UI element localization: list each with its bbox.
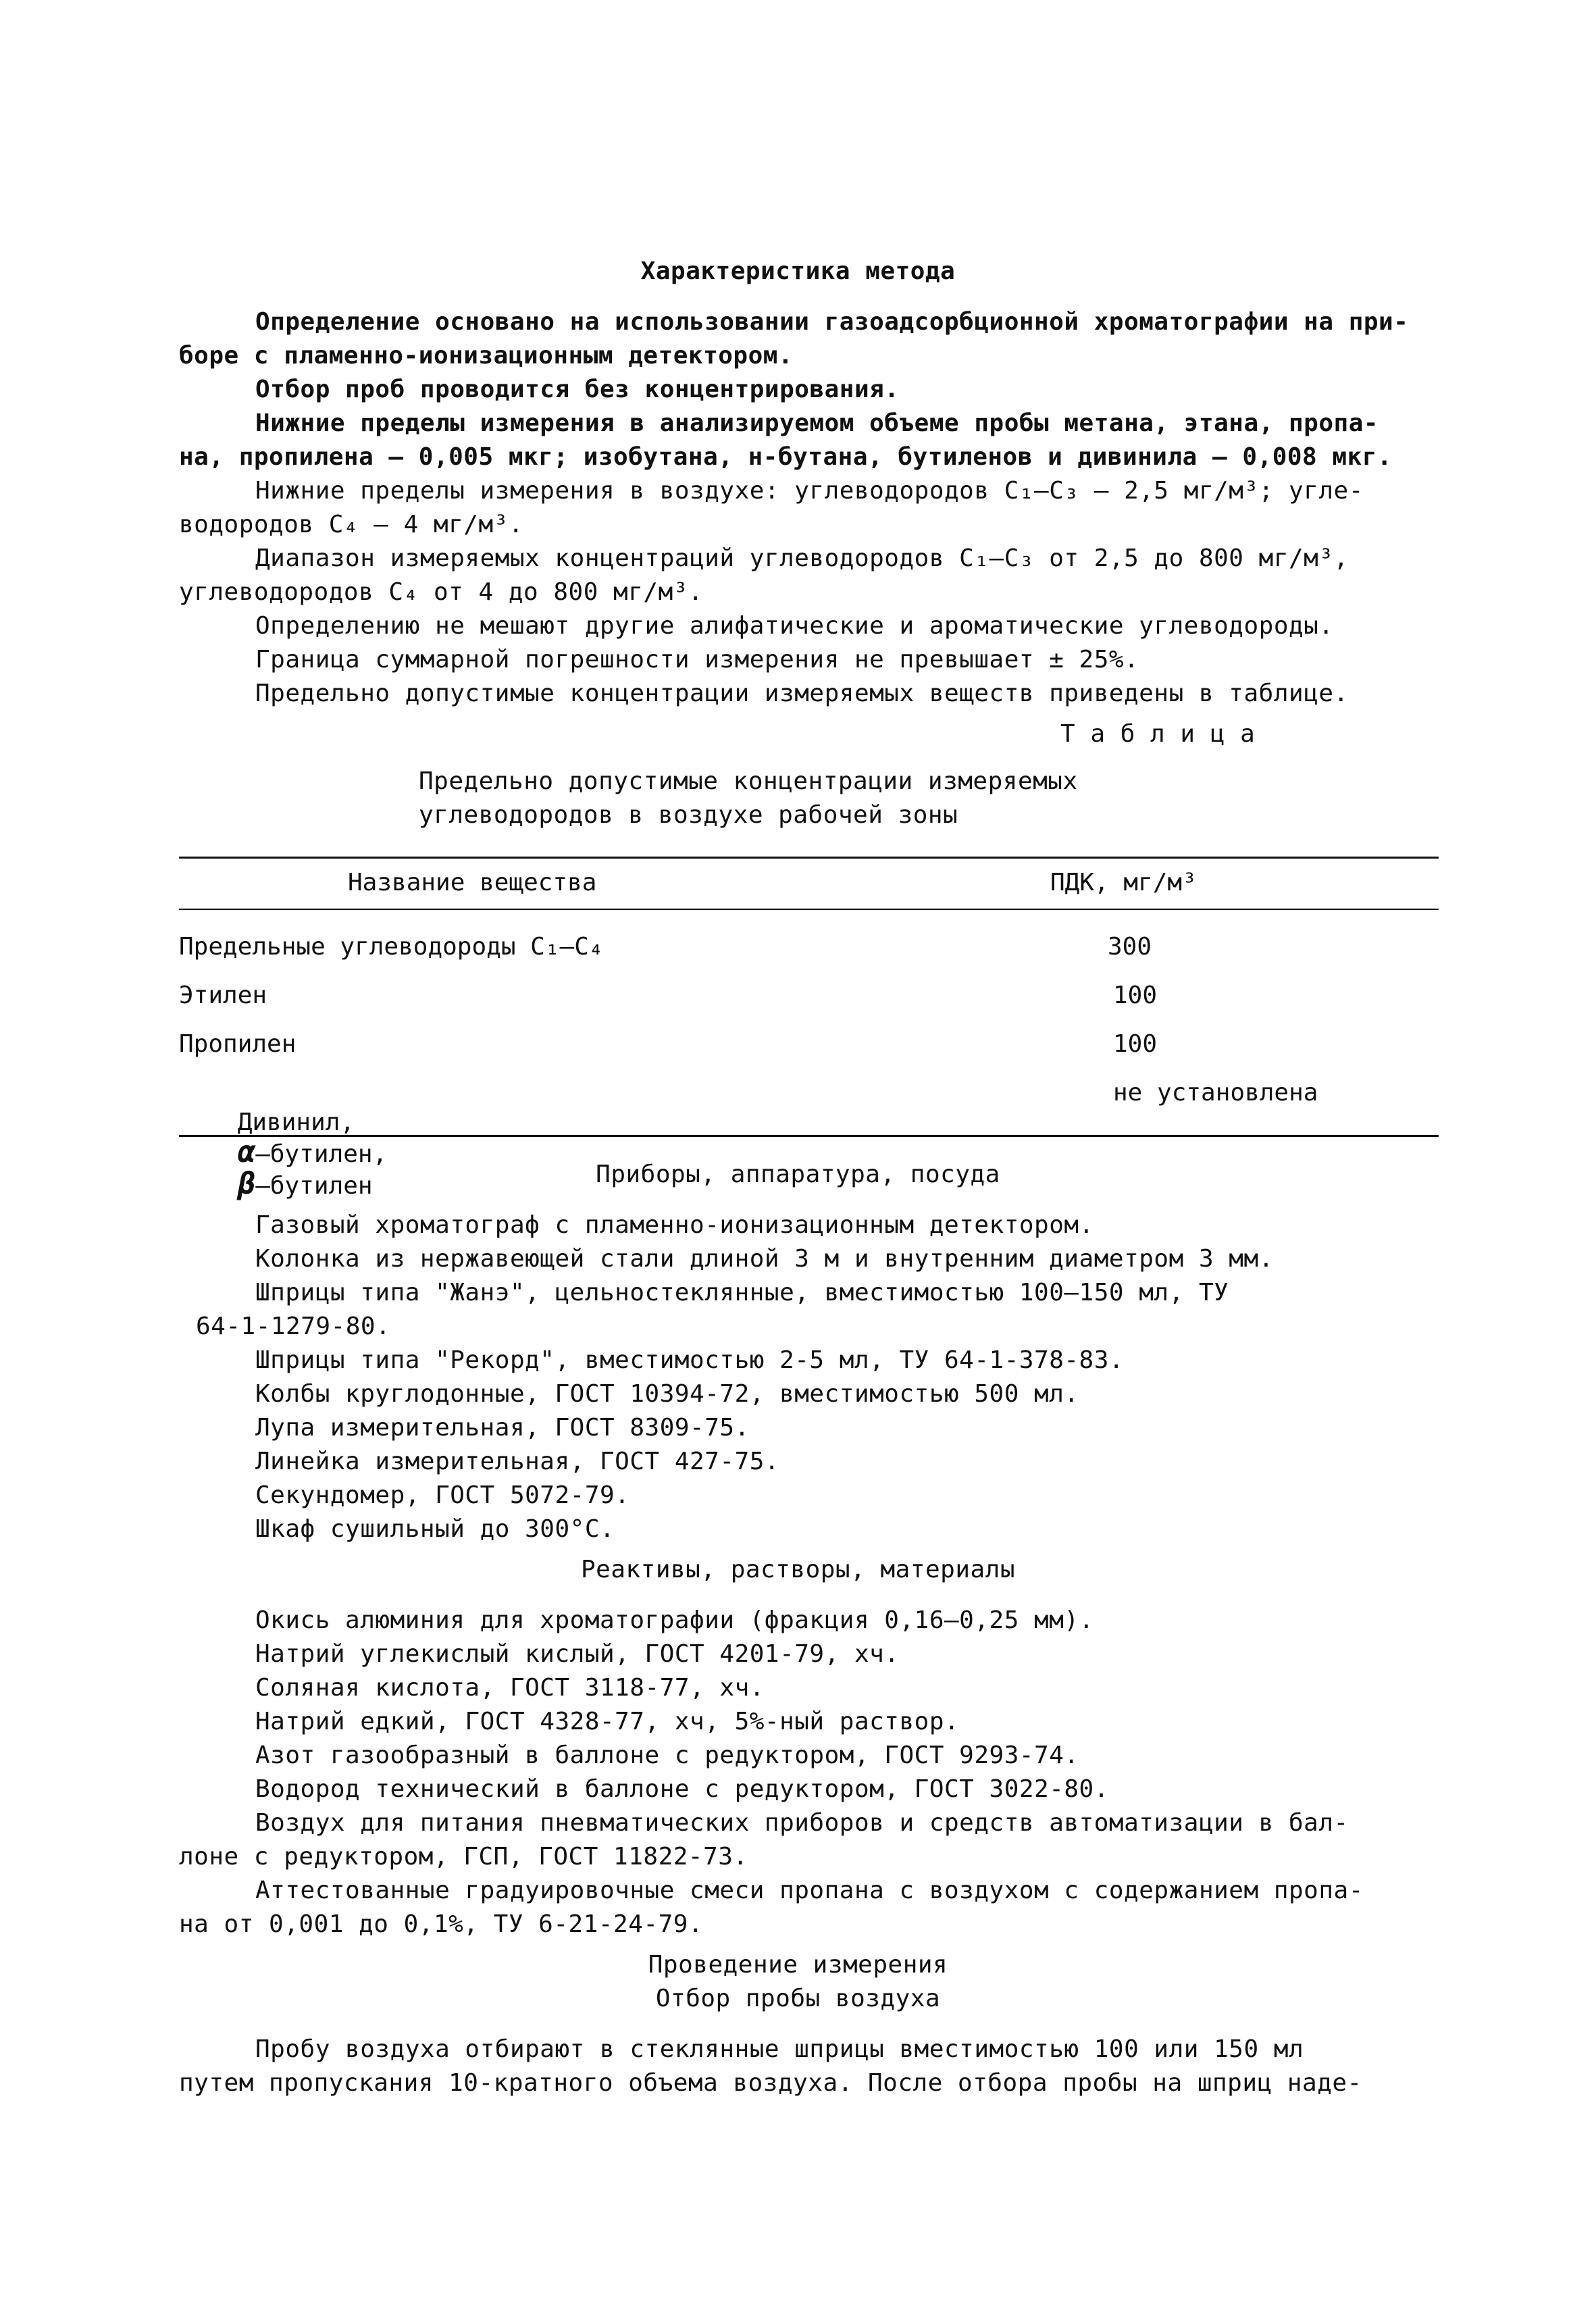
table-cell-substance bbox=[179, 1078, 387, 1231]
equipment-heading: Приборы, аппаратура, посуда bbox=[596, 1161, 1000, 1188]
method-paragraph-line: Нижние пределы измерения в воздухе: углеводородов C₁–C₃ – 2,5 мг/м³; угле- bbox=[255, 477, 1364, 505]
equipment-line: Колбы круглодонные, ГОСТ 10394-72, вместимостью 500 мл. bbox=[255, 1380, 1079, 1408]
method-paragraph-line: Диапазон измеряемых концентраций углеводородов C₁–C₃ от 2,5 до 800 мг/м³, bbox=[255, 544, 1349, 572]
table-header-rule bbox=[179, 909, 1439, 910]
equipment-line: Шприцы типа "Рекорд", вместимостью 2-5 мл, ТУ 64-1-378-83. bbox=[255, 1346, 1125, 1374]
reagent-line: Водород технический в баллоне с редуктором, ГОСТ 3022-80. bbox=[255, 1775, 1109, 1803]
reagent-line: Соляная кислота, ГОСТ 3118-77, хч. bbox=[255, 1674, 765, 1702]
method-heading: Характеристика метода bbox=[640, 257, 956, 285]
reagent-line: Окись алюминия для хроматографии (фракция 0,16–0,25 мм). bbox=[255, 1606, 1094, 1634]
reagent-line: лоне с редуктором, ГСП, ГОСТ 11822-73. bbox=[179, 1843, 748, 1871]
table-header-substance: Название вещества bbox=[348, 869, 597, 896]
equipment-line: Шкаф сушильный до 300°С. bbox=[255, 1515, 615, 1543]
method-paragraph-line: на, пропилена – 0,005 мкг; изобутана, н-бутана, бутиленов и дивинила – 0,008 мкг. bbox=[179, 443, 1393, 471]
reagent-line: Натрий углекислый кислый, ГОСТ 4201-79, хч. bbox=[255, 1640, 900, 1668]
reagent-line: Натрий едкий, ГОСТ 4328-77, хч, 5%-ный раствор. bbox=[255, 1708, 960, 1735]
method-paragraph-line: Определению не мешают другие алифатические и ароматические углеводороды. bbox=[255, 612, 1334, 640]
reagent-line: на от 0,001 до 0,1%, ТУ 6-21-24-79. bbox=[179, 1910, 704, 1938]
table-cell-substance: Пропилен bbox=[179, 1030, 297, 1058]
equipment-line: 64-1-1279-80. bbox=[196, 1313, 391, 1340]
table-caption: углеводородов в воздухе рабочей зоны bbox=[419, 801, 958, 829]
substance-name-part: Дивинил, bbox=[237, 1109, 355, 1136]
sampling-line: путем пропускания 10-кратного объема воздуха. После отбора пробы на шприц наде- bbox=[179, 2069, 1362, 2097]
equipment-line: Газовый хроматограф с пламенно-ионизационным детектором. bbox=[255, 1211, 1094, 1239]
method-paragraph-line: Определение основано на использовании газоадсорбционной хроматографии на при- bbox=[255, 308, 1409, 336]
reagent-line: Аттестованные градуировочные смеси пропана с воздухом с содержанием пропа- bbox=[255, 1877, 1364, 1904]
method-paragraph-line: Отбор проб проводится без концентрирования. bbox=[255, 376, 900, 403]
equipment-line: Шприцы типа "Жанэ", цельностеклянные, вместимостью 100–150 мл, ТУ bbox=[255, 1279, 1229, 1306]
sampling-line: Пробу воздуха отбирают в стеклянные шприцы вместимостью 100 или 150 мл bbox=[255, 2035, 1304, 2063]
method-paragraph-line: боре с пламенно-ионизационным детектором. bbox=[179, 342, 794, 370]
alpha-symbol: α bbox=[237, 1135, 256, 1169]
table-top-rule bbox=[179, 857, 1439, 859]
table-cell-substance: Предельные углеводороды C₁–C₄ bbox=[179, 933, 604, 961]
table-header-pdk: ПДК, мг/м³ bbox=[1050, 869, 1197, 896]
method-paragraph-line: Предельно допустимые концентрации измеряемых веществ приведены в таблице. bbox=[255, 680, 1349, 707]
measurement-heading: Проведение измерения bbox=[648, 1951, 948, 1979]
method-paragraph-line: Нижние пределы измерения в анализируемом объеме пробы метана, этана, пропа- bbox=[255, 409, 1379, 437]
table-cell-pdk: 100 bbox=[1113, 1030, 1158, 1058]
reagent-line: Воздух для питания пневматических приборов и средств автоматизации в бал- bbox=[255, 1809, 1349, 1837]
table-caption: Предельно допустимые концентрации измеряемых bbox=[419, 767, 1078, 795]
substance-name-part: –бутилен, bbox=[255, 1140, 388, 1168]
table-cell-pdk: 300 bbox=[1108, 933, 1152, 961]
equipment-line: Лупа измерительная, ГОСТ 8309-75. bbox=[255, 1414, 750, 1442]
method-paragraph-line: углеводородов C₄ от 4 до 800 мг/м³. bbox=[179, 578, 704, 606]
method-paragraph-line: водородов C₄ – 4 мг/м³. bbox=[179, 511, 523, 538]
beta-symbol: β bbox=[237, 1167, 256, 1201]
table-bottom-rule bbox=[179, 1135, 1439, 1137]
method-paragraph-line: Граница суммарной погрешности измерения не превышает ± 25%. bbox=[255, 646, 1139, 673]
table-cell-pdk: не установлена bbox=[1113, 1079, 1318, 1107]
sampling-heading: Отбор пробы воздуха bbox=[655, 1985, 941, 2012]
reagent-line: Азот газообразный в баллоне с редуктором, ГОСТ 9293-74. bbox=[255, 1742, 1079, 1769]
table-cell-substance: Этилен bbox=[179, 982, 267, 1009]
equipment-line: Секундомер, ГОСТ 5072-79. bbox=[255, 1481, 630, 1509]
equipment-line: Линейка измерительная, ГОСТ 427-75. bbox=[255, 1448, 780, 1475]
substance-name-part: –бутилен bbox=[255, 1172, 373, 1200]
table-cell-pdk: 100 bbox=[1113, 982, 1158, 1009]
table-label: Т а б л и ц а bbox=[1060, 720, 1256, 748]
equipment-line: Колонка из нержавеющей стали длиной 3 м и внутренним диаметром 3 мм. bbox=[255, 1245, 1274, 1273]
reagents-heading: Реактивы, растворы, материалы bbox=[580, 1556, 1016, 1583]
